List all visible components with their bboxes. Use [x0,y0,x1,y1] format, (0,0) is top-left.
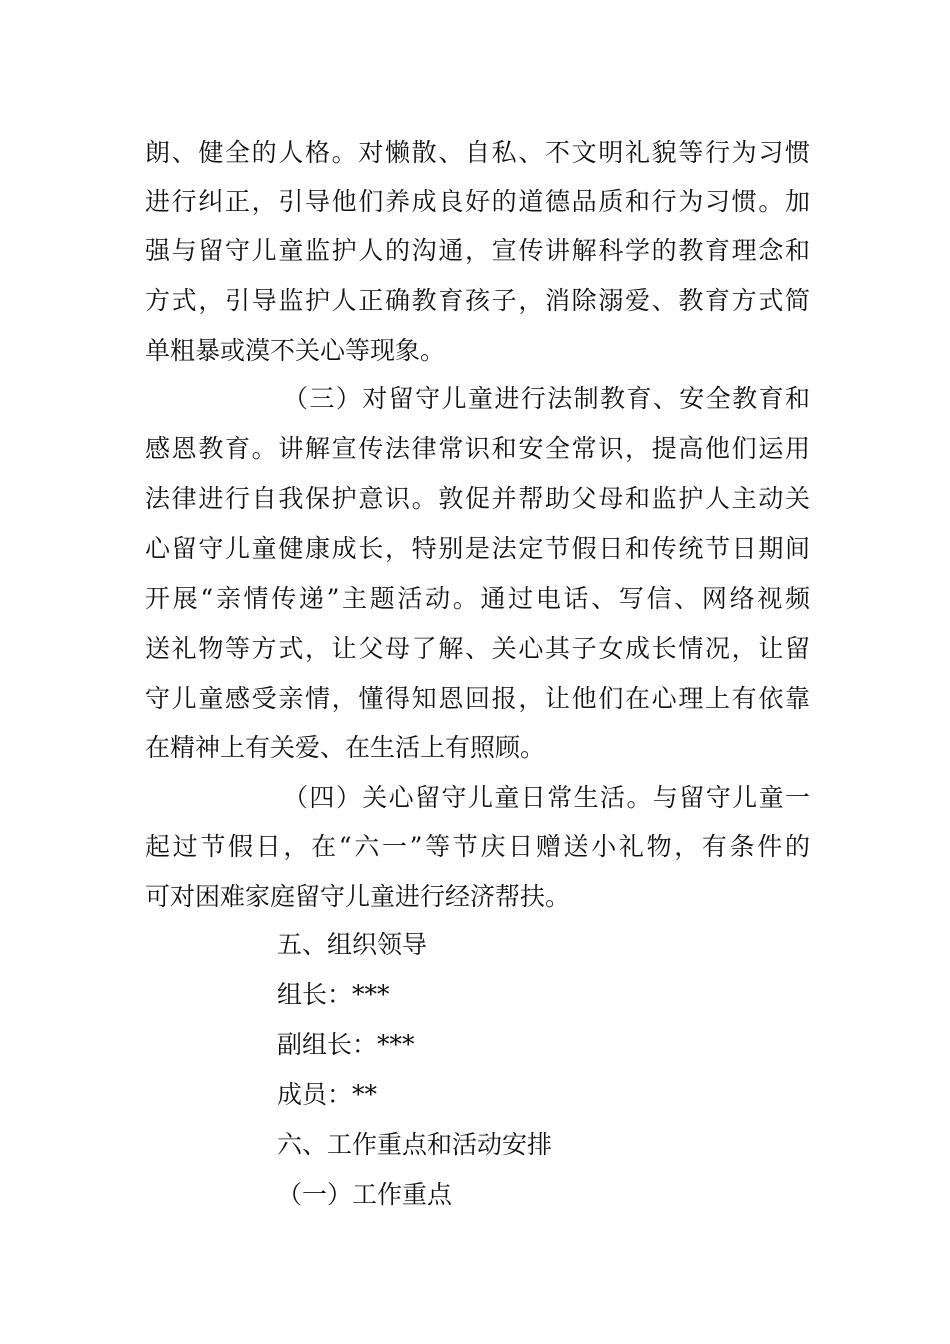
section-heading: 六、工作重点和活动安排 [277,1130,553,1159]
text-line: 起过节假日，在“六一”等节庆日赠送小礼物，有条件的 [145,832,810,861]
subsection-heading: （一）工作重点 [277,1180,453,1209]
deputy-leader-line: 副组长：*** [277,1030,415,1059]
section-heading: 五、组织领导 [277,930,428,959]
text-line: 可对困难家庭留守儿童进行经济帮扶。 [145,882,571,911]
text-line: 在精神上有关爱、在生活上有照顾。 [145,733,546,762]
leader-line: 组长：*** [277,980,390,1009]
text-line: 方式，引导监护人正确教育孩子，消除溺爱、教育方式简 [145,286,810,315]
text-line: 强与留守儿童监护人的沟通，宣传讲解科学的教育理念和 [145,236,810,265]
members-line: 成员：** [277,1080,378,1109]
text-line: 送礼物等方式，让父母了解、关心其子女成长情况，让留 [145,634,810,663]
paragraph-heading: （四）关心留守儿童日常生活。与留守儿童一 [283,783,810,812]
text-line: 法律进行自我保护意识。敦促并帮助父母和监护人主动关 [145,484,810,513]
text-line: 单粗暴或漠不关心等现象。 [145,336,446,365]
text-line: 进行纠正，引导他们养成良好的道德品质和行为习惯。加 [145,187,810,216]
text-line: 朗、健全的人格。对懒散、自私、不文明礼貌等行为习惯 [145,138,810,167]
text-line: 心留守儿童健康成长，特别是法定节假日和传统节日期间 [145,534,810,563]
text-line: 守儿童感受亲情，懂得知恩回报，让他们在心理上有依靠 [145,684,810,713]
text-line: 感恩教育。讲解宣传法律常识和安全常识，提高他们运用 [145,434,810,463]
paragraph-heading: （三）对留守儿童进行法制教育、安全教育和 [283,384,810,413]
text-line: 开展“亲情传递”主题活动。通过电话、写信、网络视频 [145,584,810,613]
